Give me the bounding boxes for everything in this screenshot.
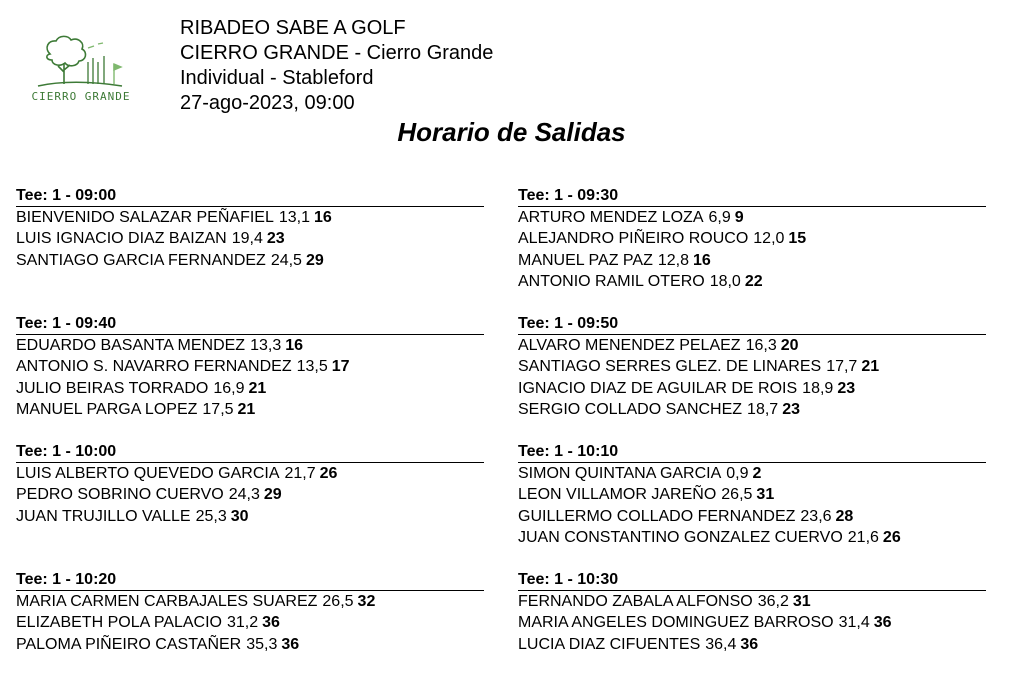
player-handicap: 12,8 — [657, 251, 689, 269]
player-handicap: 21,6 — [847, 528, 879, 546]
player-handicap: 13,3 — [250, 337, 282, 354]
course-handicap: 26 — [882, 528, 901, 546]
tee-time-header: Tee: 1 - 10:00 — [16, 442, 484, 463]
course-handicap: 20 — [780, 337, 799, 354]
player-row — [518, 527, 986, 548]
player-row — [16, 378, 484, 399]
player-row — [16, 484, 484, 505]
player-name: LUIS IGNACIO DIAZ BAIZAN — [16, 230, 227, 248]
player-handicap: 31,2 — [227, 614, 259, 632]
player-handicap: 19,4 — [231, 230, 263, 248]
course-name: CIERRO GRANDE - Cierro Grande — [180, 42, 494, 64]
tee-group — [518, 186, 986, 314]
player-row — [518, 591, 986, 612]
course-handicap: 17 — [331, 358, 350, 376]
course-handicap: 29 — [305, 251, 324, 269]
tee-time-header: Tee: 1 - 09:50 — [518, 314, 986, 335]
course-handicap: 21 — [237, 400, 256, 418]
player-row — [16, 207, 484, 228]
course-handicap: 36 — [740, 635, 759, 653]
course-handicap: 16 — [285, 337, 304, 354]
tee-time-groups — [16, 186, 986, 698]
player-handicap: 18,7 — [747, 400, 779, 418]
player-handicap: 17,7 — [826, 358, 858, 376]
player-row — [16, 463, 484, 484]
player-name: SANTIAGO SERRES GLEZ. DE LINARES — [518, 358, 822, 376]
player-name: ARTURO MENDEZ LOZA — [518, 209, 704, 226]
player-handicap: 24,5 — [270, 251, 302, 269]
player-row — [518, 271, 986, 292]
course-handicap: 26 — [319, 465, 338, 482]
player-name: JUAN CONSTANTINO GONZALEZ CUERVO — [518, 528, 843, 546]
player-row — [16, 250, 484, 271]
event-name: RIBADEO SABE A GOLF — [180, 17, 406, 39]
tee-group — [518, 570, 986, 698]
player-handicap: 0,9 — [726, 465, 749, 482]
player-name: MANUEL PAZ PAZ — [518, 251, 653, 269]
player-name: ALEJANDRO PIÑEIRO ROUCO — [518, 230, 749, 248]
player-name: GUILLERMO COLLADO FERNANDEZ — [518, 507, 796, 525]
player-handicap: 23,6 — [800, 507, 832, 525]
tee-group — [518, 314, 986, 442]
player-name: PALOMA PIÑEIRO CASTAÑER — [16, 635, 242, 653]
tee-time-header: Tee: 1 - 09:30 — [518, 186, 986, 207]
competition-format: Individual - Stableford — [180, 67, 374, 89]
player-row — [16, 506, 484, 527]
course-handicap: 23 — [782, 400, 800, 418]
player-row — [518, 612, 986, 633]
player-handicap: 26,5 — [721, 486, 753, 504]
player-handicap: 16,3 — [745, 337, 777, 354]
course-handicap: 15 — [788, 230, 807, 248]
player-name: ELIZABETH POLA PALACIO — [16, 614, 222, 632]
player-handicap: 13,5 — [296, 358, 328, 376]
player-name: SANTIAGO GARCIA FERNANDEZ — [16, 251, 266, 269]
course-handicap: 30 — [230, 507, 249, 525]
course-handicap: 16 — [692, 251, 711, 269]
course-handicap: 16 — [314, 209, 332, 226]
player-row — [518, 207, 986, 228]
player-name: ANTONIO S. NAVARRO FERNANDEZ — [16, 358, 292, 376]
player-row — [518, 484, 986, 505]
course-handicap: 29 — [263, 486, 282, 504]
tee-time-header: Tee: 1 - 09:00 — [16, 186, 484, 207]
tee-time-header: Tee: 1 - 09:40 — [16, 314, 484, 335]
player-row — [518, 399, 986, 420]
player-handicap: 13,1 — [278, 209, 310, 226]
event-header — [180, 16, 493, 116]
tee-group — [16, 314, 484, 442]
player-handicap: 17,5 — [202, 400, 234, 418]
course-handicap: 36 — [873, 614, 892, 632]
player-name: JUAN TRUJILLO VALLE — [16, 507, 191, 525]
player-row — [16, 634, 484, 655]
player-name: ALVARO MENENDEZ PELAEZ — [518, 337, 741, 354]
player-handicap: 26,5 — [322, 593, 354, 610]
course-handicap: 28 — [835, 507, 854, 525]
player-row — [518, 506, 986, 527]
player-name: EDUARDO BASANTA MENDEZ — [16, 337, 246, 354]
player-name: LEON VILLAMOR JAREÑO — [518, 486, 717, 504]
player-row — [16, 591, 484, 612]
tree-icon — [30, 34, 132, 90]
player-row — [518, 228, 986, 249]
player-name: ANTONIO RAMIL OTERO — [518, 272, 705, 290]
player-name: JULIO BEIRAS TORRADO — [16, 379, 209, 397]
player-row — [16, 228, 484, 249]
course-handicap: 21 — [861, 358, 880, 376]
player-name: BIENVENIDO SALAZAR PEÑAFIEL — [16, 209, 274, 226]
tee-group — [16, 442, 484, 570]
player-name: MARIA ANGELES DOMINGUEZ BARROSO — [518, 614, 834, 632]
player-name: PEDRO SOBRINO CUERVO — [16, 486, 224, 504]
player-row — [16, 335, 484, 356]
tee-group — [16, 186, 484, 314]
player-name: FERNANDO ZABALA ALFONSO — [518, 593, 753, 610]
tee-group — [518, 442, 986, 570]
player-handicap: 25,3 — [195, 507, 227, 525]
course-handicap: 23 — [266, 230, 285, 248]
player-name: LUIS ALBERTO QUEVEDO GARCIA — [16, 465, 280, 482]
tee-time-header: Tee: 1 - 10:10 — [518, 442, 986, 463]
player-handicap: 12,0 — [753, 230, 785, 248]
tee-group — [16, 570, 484, 698]
player-name: IGNACIO DIAZ DE AGUILAR DE ROIS — [518, 379, 798, 397]
course-handicap: 31 — [792, 593, 811, 610]
player-name: MARIA CARMEN CARBAJALES SUAREZ — [16, 593, 318, 610]
player-handicap: 36,2 — [757, 593, 789, 610]
course-handicap: 31 — [756, 486, 775, 504]
player-row — [518, 356, 986, 377]
player-row — [518, 335, 986, 356]
club-logo — [30, 34, 132, 110]
player-handicap: 31,4 — [838, 614, 870, 632]
course-handicap: 2 — [752, 465, 762, 482]
player-handicap: 18,9 — [802, 379, 834, 397]
player-row — [16, 612, 484, 633]
course-handicap: 21 — [248, 379, 267, 397]
course-handicap: 23 — [837, 379, 856, 397]
course-handicap: 36 — [281, 635, 300, 653]
player-row — [16, 356, 484, 377]
tee-time-header: Tee: 1 - 10:30 — [518, 570, 986, 591]
player-row — [518, 250, 986, 271]
player-handicap: 36,4 — [705, 635, 737, 653]
course-handicap: 22 — [744, 272, 763, 290]
logo-text: CIERRO GRANDE — [31, 90, 131, 103]
event-datetime: 27-ago-2023, 09:00 — [180, 92, 355, 114]
player-handicap: 21,7 — [284, 465, 316, 482]
player-handicap: 24,3 — [228, 486, 260, 504]
player-row — [518, 634, 986, 655]
player-row — [518, 378, 986, 399]
player-name: SERGIO COLLADO SANCHEZ — [518, 400, 743, 418]
tee-time-header: Tee: 1 - 10:20 — [16, 570, 484, 591]
player-handicap: 6,9 — [708, 209, 731, 226]
course-handicap: 9 — [734, 209, 744, 226]
course-handicap: 32 — [357, 593, 376, 610]
player-row — [16, 399, 484, 420]
page-title: Horario de Salidas — [397, 117, 626, 147]
player-handicap: 35,3 — [246, 635, 278, 653]
player-handicap: 18,0 — [709, 272, 741, 290]
player-row — [518, 463, 986, 484]
course-handicap: 36 — [262, 614, 280, 632]
player-name: SIMON QUINTANA GARCIA — [518, 465, 722, 482]
player-name: MANUEL PARGA LOPEZ — [16, 400, 198, 418]
player-handicap: 16,9 — [213, 379, 245, 397]
player-name: LUCIA DIAZ CIFUENTES — [518, 635, 701, 653]
